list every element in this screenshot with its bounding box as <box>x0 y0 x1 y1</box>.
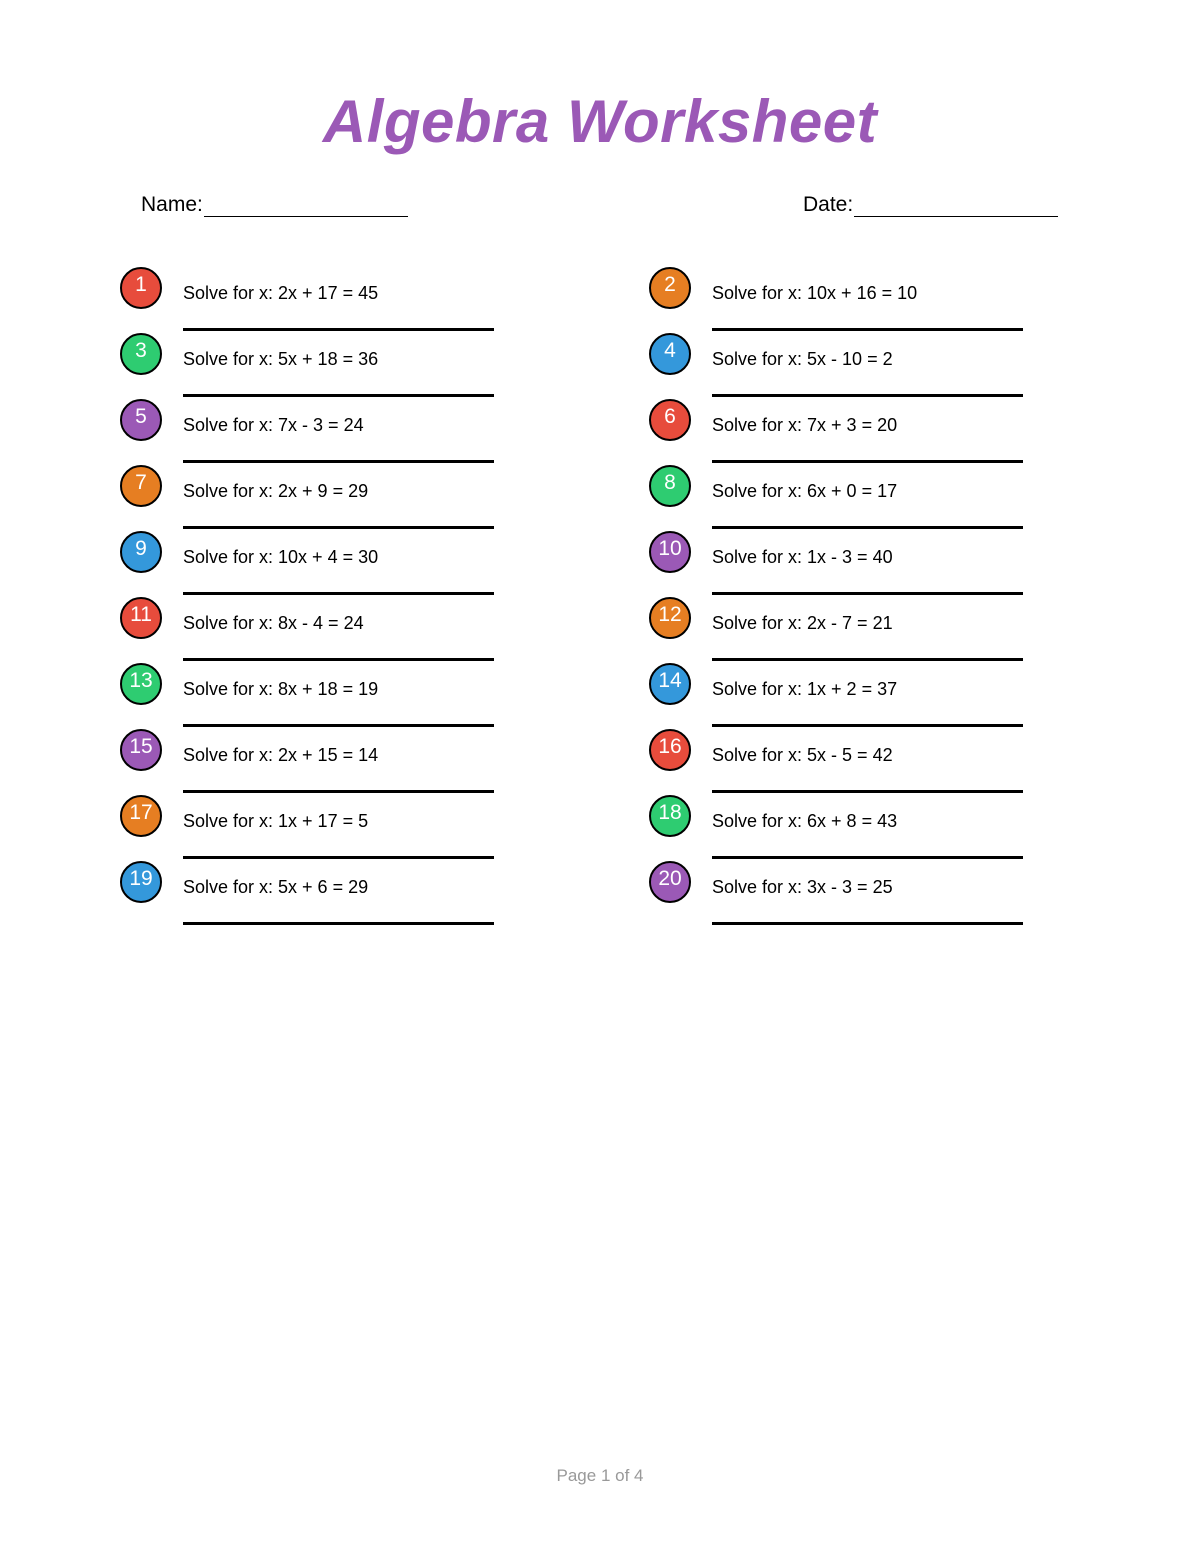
problem-question: Solve for x: 3x - 3 = 25 <box>712 877 893 897</box>
problem-item <box>120 465 540 531</box>
answer-line[interactable] <box>183 460 494 463</box>
problem-question: Solve for x: 1x - 3 = 40 <box>712 547 893 567</box>
problem-question: Solve for x: 8x + 18 = 19 <box>183 679 379 699</box>
problem-number-badge <box>649 399 691 441</box>
answer-line[interactable] <box>183 394 494 397</box>
problem-number: 3 <box>135 339 147 362</box>
problem-question: Solve for x: 6x + 0 = 17 <box>712 481 898 501</box>
answer-line[interactable] <box>712 790 1023 793</box>
problem-number: 17 <box>129 801 153 824</box>
problem-number: 8 <box>664 471 676 494</box>
problem-number: 9 <box>135 537 147 560</box>
problem-number: 13 <box>129 669 153 692</box>
problem-item <box>120 729 540 795</box>
problem-number: 5 <box>135 405 147 428</box>
answer-line[interactable] <box>183 922 494 925</box>
problem-number-badge <box>120 663 162 705</box>
problem-item <box>120 861 540 927</box>
problem-question: Solve for x: 7x - 3 = 24 <box>183 415 364 435</box>
answer-line[interactable] <box>183 724 494 727</box>
answer-line[interactable] <box>712 922 1023 925</box>
problem-number: 4 <box>664 339 676 362</box>
problem-item <box>649 729 1069 795</box>
page-footer: Page 1 of 4 <box>556 1466 644 1485</box>
problem-item <box>120 399 540 465</box>
problem-number-badge <box>120 795 162 837</box>
answer-line[interactable] <box>183 658 494 661</box>
problem-item <box>649 531 1069 597</box>
problem-question: Solve for x: 2x - 7 = 21 <box>712 613 893 633</box>
problem-item <box>120 531 540 597</box>
problem-item <box>649 861 1069 927</box>
problem-item <box>649 597 1069 663</box>
problem-number-badge <box>120 861 162 903</box>
problem-question: Solve for x: 10x + 16 = 10 <box>712 283 918 303</box>
date-field[interactable] <box>803 193 1058 217</box>
problem-number: 20 <box>658 867 682 890</box>
problem-number-badge <box>120 333 162 375</box>
worksheet-title: Algebra Worksheet <box>322 88 878 155</box>
problem-item <box>120 795 540 861</box>
answer-line[interactable] <box>183 526 494 529</box>
problem-number-badge <box>649 861 691 903</box>
problem-item <box>120 267 540 333</box>
problem-number-badge <box>120 399 162 441</box>
problem-number-badge <box>649 333 691 375</box>
problem-number-badge <box>120 267 162 309</box>
problem-number: 16 <box>658 735 682 758</box>
problem-item <box>649 333 1069 399</box>
problem-number-badge <box>649 531 691 573</box>
problem-question: Solve for x: 8x - 4 = 24 <box>183 613 364 633</box>
answer-line[interactable] <box>712 394 1023 397</box>
problem-number: 19 <box>129 867 153 890</box>
name-field[interactable] <box>141 193 408 217</box>
problem-question: Solve for x: 2x + 9 = 29 <box>183 481 369 501</box>
answer-line[interactable] <box>712 724 1023 727</box>
problem-number-badge <box>649 663 691 705</box>
problem-question: Solve for x: 5x + 6 = 29 <box>183 877 369 897</box>
answer-line[interactable] <box>712 526 1023 529</box>
problem-item <box>120 597 540 663</box>
problem-question: Solve for x: 2x + 15 = 14 <box>183 745 379 765</box>
problem-item <box>120 333 540 399</box>
answer-line[interactable] <box>183 856 494 859</box>
problem-question: Solve for x: 2x + 17 = 45 <box>183 283 379 303</box>
problem-number: 7 <box>135 471 147 494</box>
problem-question: Solve for x: 5x + 18 = 36 <box>183 349 379 369</box>
problem-item <box>649 795 1069 861</box>
problem-question: Solve for x: 1x + 17 = 5 <box>183 811 369 831</box>
problem-question: Solve for x: 10x + 4 = 30 <box>183 547 379 567</box>
problem-item <box>649 663 1069 729</box>
date-blank[interactable] <box>854 196 1058 217</box>
problem-number-badge <box>120 597 162 639</box>
problem-number-badge <box>649 597 691 639</box>
answer-line[interactable] <box>712 856 1023 859</box>
problem-number: 10 <box>658 537 682 560</box>
problem-number: 2 <box>664 273 676 296</box>
problem-number-badge <box>649 795 691 837</box>
problem-number: 6 <box>664 405 676 428</box>
problem-number-badge <box>649 729 691 771</box>
answer-line[interactable] <box>183 592 494 595</box>
problem-number-badge <box>120 531 162 573</box>
problem-number: 11 <box>130 603 152 626</box>
problem-question: Solve for x: 7x + 3 = 20 <box>712 415 898 435</box>
problem-number: 1 <box>135 273 147 296</box>
problem-item <box>120 663 540 729</box>
problem-question: Solve for x: 6x + 8 = 43 <box>712 811 898 831</box>
problem-number-badge <box>120 729 162 771</box>
answer-line[interactable] <box>183 328 494 331</box>
problem-item <box>649 399 1069 465</box>
name-label: Name: <box>141 193 203 216</box>
answer-line[interactable] <box>183 790 494 793</box>
problem-number-badge <box>120 465 162 507</box>
problem-question: Solve for x: 5x - 10 = 2 <box>712 349 893 369</box>
problem-question: Solve for x: 5x - 5 = 42 <box>712 745 893 765</box>
problem-item <box>649 465 1069 531</box>
problem-question: Solve for x: 1x + 2 = 37 <box>712 679 898 699</box>
problem-number: 15 <box>129 735 153 758</box>
date-label: Date: <box>803 193 854 216</box>
problem-number: 14 <box>658 669 682 692</box>
problem-number: 12 <box>658 603 682 626</box>
answer-line[interactable] <box>712 592 1023 595</box>
problem-number-badge <box>649 465 691 507</box>
answer-line[interactable] <box>712 328 1023 331</box>
problem-number: 18 <box>658 801 682 824</box>
name-blank[interactable] <box>204 196 408 217</box>
answer-line[interactable] <box>712 658 1023 661</box>
problem-item <box>649 267 1069 333</box>
problem-number-badge <box>649 267 691 309</box>
answer-line[interactable] <box>712 460 1023 463</box>
